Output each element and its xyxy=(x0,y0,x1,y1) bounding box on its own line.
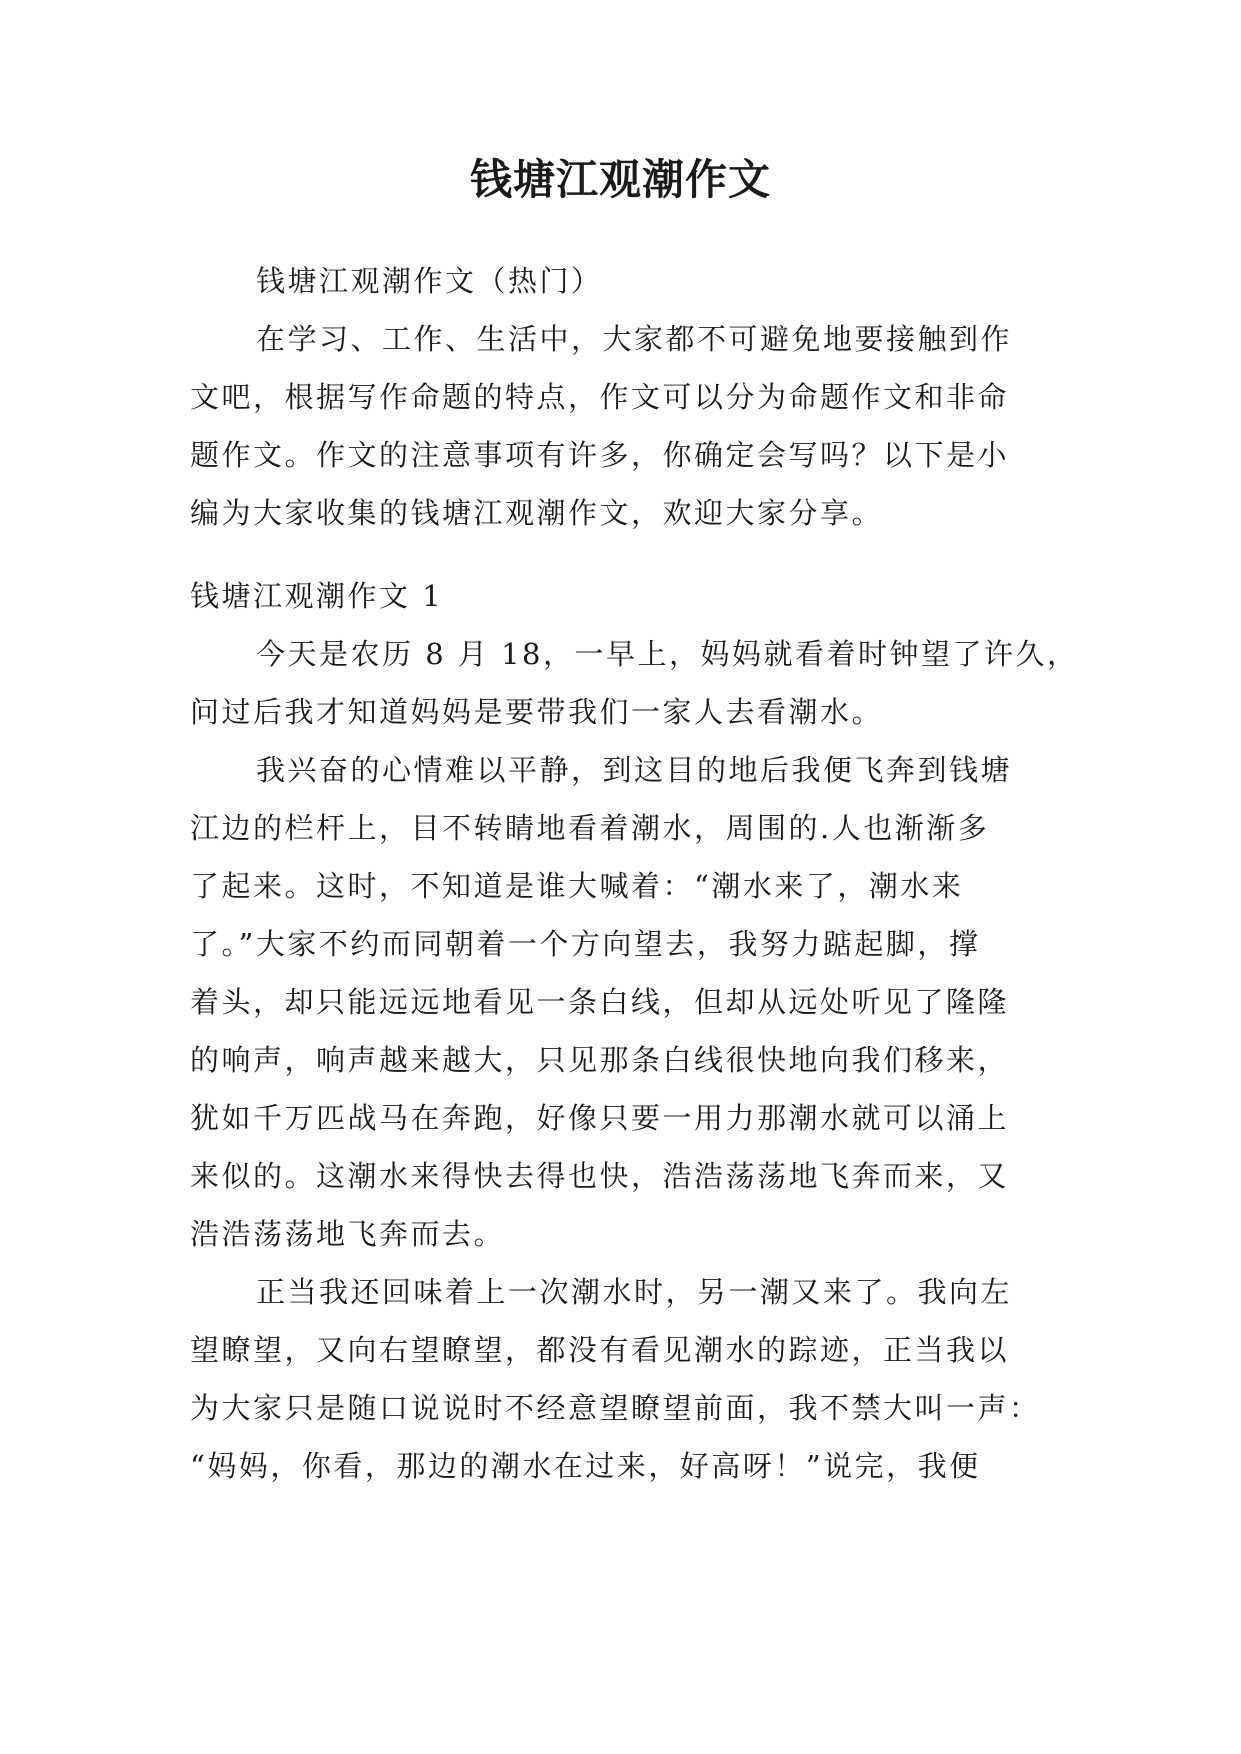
section-heading: 钱塘江观潮作文 1 xyxy=(190,579,444,613)
document-body-main xyxy=(190,567,1079,1495)
intro-line: 文吧，根据写作命题的特点，作文可以分为命题作文和非命 xyxy=(190,380,1010,414)
paragraph-line: 浩浩荡荡地飞奔而去。 xyxy=(190,1217,506,1251)
document-body-top xyxy=(190,252,1060,542)
document-title: 钱塘江观潮作文 xyxy=(469,155,771,204)
paragraph-line: 为大家只是随口说说时不经意望瞭望前面，我不禁大叫一声： xyxy=(190,1391,1041,1425)
paragraph-line: 着头，却只能远远地看见一条白线，但却从远处听见了隆隆 xyxy=(190,985,1010,1019)
paragraph-line: 今天是农历 8 月 18，一早上，妈妈就看着时钟望了许久， xyxy=(256,637,1079,671)
document-subtitle: 钱塘江观潮作文（热门） xyxy=(256,264,603,298)
intro-line: 题作文。作文的注意事项有许多，你确定会写吗？以下是小 xyxy=(190,438,1010,472)
intro-line: 编为大家收集的钱塘江观潮作文，欢迎大家分享。 xyxy=(190,496,884,530)
paragraph-line: 我兴奋的心情难以平静，到这目的地后我便飞奔到钱塘 xyxy=(256,753,1013,787)
paragraph-line: 正当我还回味着上一次潮水时，另一潮又来了。我向左 xyxy=(256,1275,1013,1309)
paragraph-line: 了起来。这时，不知道是谁大喊着：“潮水来了，潮水来 xyxy=(190,869,964,903)
paragraph-line: “妈妈，你看，那边的潮水在过来，好高呀！”说完，我便 xyxy=(190,1449,981,1483)
paragraph-line: 了。”大家不约而同朝着一个方向望去，我努力踮起脚，撑 xyxy=(190,927,981,961)
paragraph-line: 江边的栏杆上，目不转睛地看着潮水，周围的.人也渐渐多 xyxy=(190,811,990,845)
intro-line: 在学习、工作、生活中，大家都不可避免地要接触到作 xyxy=(256,322,1013,356)
paragraph-line: 的响声，响声越来越大，只见那条白线很快地向我们移来， xyxy=(190,1043,1010,1077)
paragraph-line: 望瞭望，又向右望瞭望，都没有看见潮水的踪迹，正当我以 xyxy=(190,1333,1010,1367)
paragraph-line: 问过后我才知道妈妈是要带我们一家人去看潮水。 xyxy=(190,695,884,729)
paragraph-line: 犹如千万匹战马在奔跑，好像只要一用力那潮水就可以涌上 xyxy=(190,1101,1010,1135)
paragraph-line: 来似的。这潮水来得快去得也快，浩浩荡荡地飞奔而来，又 xyxy=(190,1159,1010,1193)
